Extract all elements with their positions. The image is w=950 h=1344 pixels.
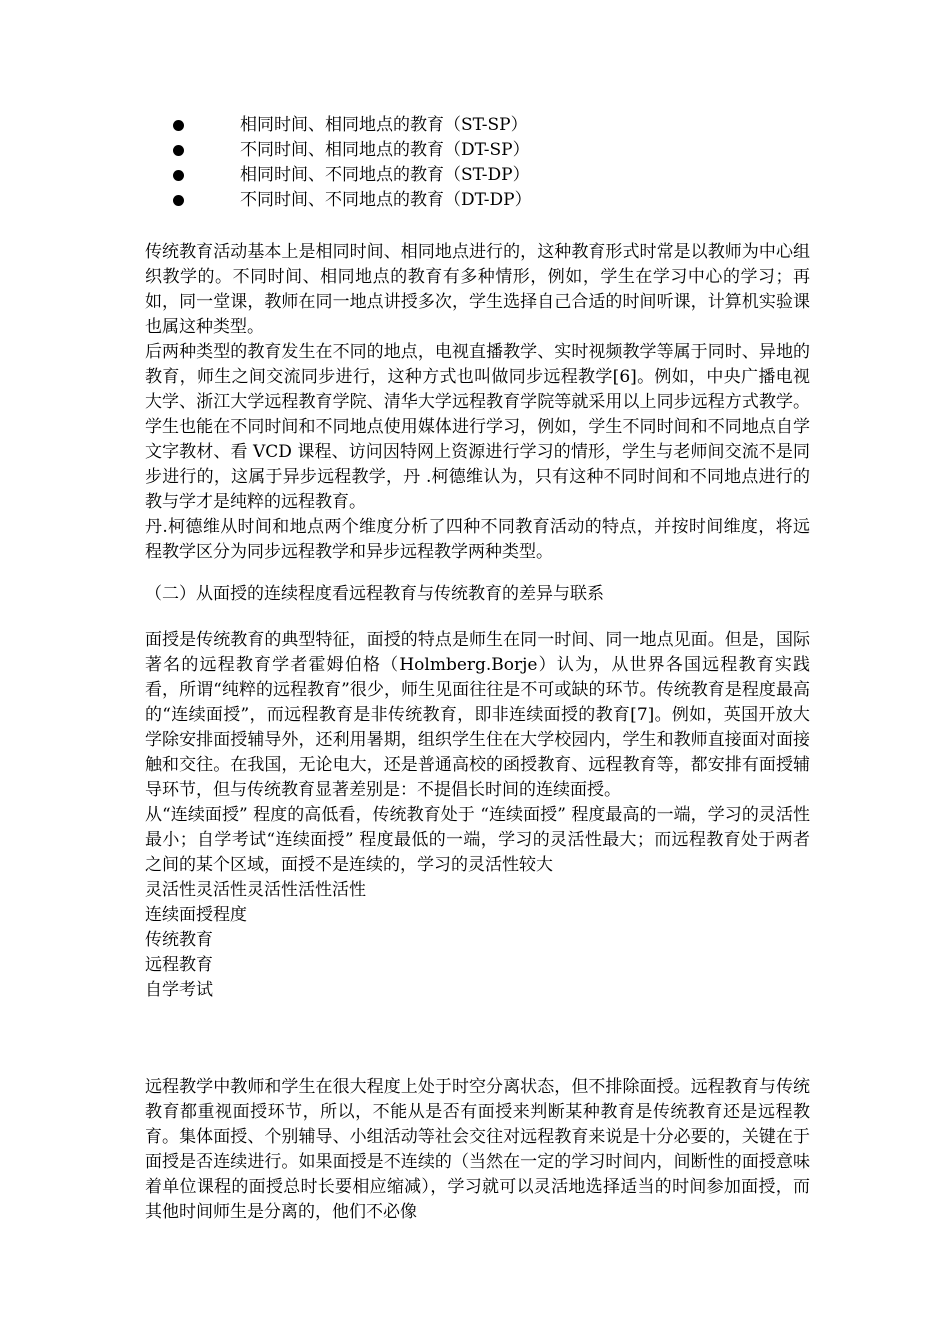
list-item-text: 相同时间、相同地点的教育（ST-SP） — [240, 115, 528, 135]
section-1-body — [145, 240, 810, 565]
list-item — [168, 163, 768, 188]
paragraph: 面授是传统教育的典型特征，面授的特点是师生在同一时间、同一地点见面。但是，国际著名的远程教育学者霍姆伯格（Holmberg.Borje）认为，从世界各国远程教育实践看，所谓“纯粹的远程教育”很少，师生见面往往是不可或缺的环节。传统教育是程度最高的“连续面授”，而远程教育是非传统教育，即非连续面授的教育[7]。例如，英国开放大学除安排面授辅导外，还利用暑期，组织学生住在大学校园内，学生和教师直接面对面接触和交往。在我国，无论电大，还是普通高校的函授教育、远程教育等，都安排有面授辅导环节，但与传统教育显著差别是：不提倡长时间的连续面授。 — [145, 630, 810, 800]
bullet-icon — [173, 145, 184, 156]
figure-label: 连续面授程度 — [145, 905, 247, 925]
figure-label: 远程教育 — [145, 955, 213, 975]
list-item-text: 不同时间、相同地点的教育（DT-SP） — [240, 140, 530, 160]
education-types-list — [168, 113, 768, 213]
list-item — [168, 188, 768, 213]
paragraph: 后两种类型的教育发生在不同的地点，电视直播教学、实时视频教学等属于同时、异地的教育，师生之间交流同步进行，这种方式也叫做同步远程教学[6]。例如，中央广播电视大学、浙江大学远程教育学院、清华大学远程教育学院等就采用以上同步远程方式教学。学生也能在不同时间和不同地点使用媒体进行学习，例如，学生不同时间和不同地点自学文字教材、看 VCD 课程、访问因特网上资源进行学习的情形，学生与老师间交流不是同步进行的，这属于异步远程教学，丹 .柯德维认为，只有这种不同时间和不同地点进行的教与学才是纯粹的远程教育。 — [145, 342, 810, 512]
figure-residue-text: 灵活性灵活性灵活性活性活性 — [145, 880, 366, 900]
bullet-icon — [173, 170, 184, 181]
paragraph: 丹.柯德维从时间和地点两个维度分析了四种不同教育活动的特点，并按时间维度，将远程教学区分为同步远程教学和异步远程教学两种类型。 — [145, 517, 810, 562]
figure-label: 自学考试 — [145, 980, 213, 1000]
figure-label: 传统教育 — [145, 930, 213, 950]
section-2-heading: （二）从面授的连续程度看远程教育与传统教育的差异与联系 — [145, 584, 604, 604]
paragraph: 传统教育活动基本上是相同时间、相同地点进行的，这种教育形式时常是以教师为中心组织教学的。不同时间、相同地点的教育有多种情形，例如，学生在学习中心的学习；再如，同一堂课，教师在同一地点讲授多次，学生选择自己合适的时间听课，计算机实验课也属这种类型。 — [145, 242, 810, 337]
list-item-text: 不同时间、不同地点的教育（DT-DP） — [240, 190, 532, 210]
paragraph: 从“连续面授” 程度的高低看，传统教育处于 “连续面授” 程度最高的一端，学习的灵活性最小；自学考试“连续面授” 程度最低的一端，学习的灵活性最大；而远程教育处于两者之间的某个区域，面授不是连续的，学习的灵活性较大 — [145, 805, 810, 875]
bullet-icon — [173, 120, 184, 131]
section-2-body — [145, 628, 810, 1003]
bullet-icon — [173, 195, 184, 206]
section-3-body — [145, 1075, 810, 1225]
list-item — [168, 138, 768, 163]
paragraph: 远程教学中教师和学生在很大程度上处于时空分离状态，但不排除面授。远程教育与传统教育都重视面授环节，所以，不能从是否有面授来判断某种教育是传统教育还是远程教育。集体面授、个别辅导、小组活动等社会交往对远程教育来说是十分必要的，关键在于面授是否连续进行。如果面授是不连续的（当然在一定的学习时间内，间断性的面授意味着单位课程的面授总时长要相应缩减），学习就可以灵活地选择适当的时间参加面授，而其他时间师生是分离的，他们不必像 — [145, 1077, 810, 1222]
list-item-text: 相同时间、不同地点的教育（ST-DP） — [240, 165, 530, 185]
list-item — [168, 113, 768, 138]
